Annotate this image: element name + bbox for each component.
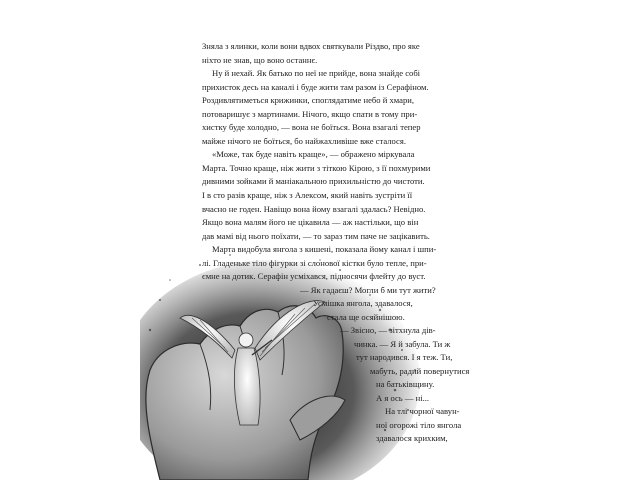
text-line: хистку буде холодно, — вона не боїться. Вона взагалі тепер: [202, 122, 421, 133]
text-line: І в сто разів краще, ніж з Алексом, який навіть зустріти її: [202, 190, 413, 201]
text-line: дивними зойками й маніакальною прихильністю до чистоти.: [202, 176, 425, 187]
text-line: вчасно не годен. Навіщо вона йому взагалі здалась? Невідно.: [202, 203, 426, 214]
text-line: лі. Гладеньке тіло фігурки зі слонової кістки було тепле, при-: [202, 257, 427, 268]
text-line: Марта. Точно краще, ніж жити з тіткою Кірою, з її похмурими: [202, 162, 431, 173]
angel-head: [239, 333, 253, 347]
text-line-right: ної огорожі тіло янгола: [376, 420, 462, 430]
text-line-right: мабуть, радий повернутися: [370, 366, 470, 376]
text-line-right: тут народився. І я теж. Ти,: [356, 352, 453, 362]
text-line-right: стала ще осяйнішою.: [327, 312, 405, 322]
angel-body: [234, 348, 260, 425]
text-line-right: На тлі чорної чавун-: [385, 406, 460, 416]
text-line: Ну й нехай. Як батько по неї не прийде, вона знайде собі: [212, 68, 421, 79]
text-line-right: — Звісно, — зітхнула дів-: [340, 325, 436, 335]
text-line: Роздивлятиметься крижинки, споглядатиме небо й хмари,: [202, 95, 415, 106]
text-line-right: чинка. — Я й забула. Ти ж: [354, 339, 451, 349]
text-line: потоваришує з мартинами. Нічого, якщо спати в тому при-: [202, 108, 418, 119]
text-line: прихисток десь на каналі і буде жити там разом із Серафіном.: [202, 81, 429, 92]
text-line: ніхто не знав, що воно останнє.: [202, 54, 318, 65]
text-line: Якщо вона малям його не цікавила — аж настільки, що він: [202, 217, 419, 228]
text-line-right: А я ось — ні...: [376, 393, 430, 403]
text-line: Марта видобула янгола з кишені, показала йому канал і шпи-: [212, 244, 437, 255]
text-line-right: на батьківщину.: [376, 379, 435, 389]
text-line-right: Усмішка янгола, здавалося,: [313, 298, 413, 308]
text-line: дав мамі від нього поїхати, — то зараз тим паче не зацікавить.: [202, 230, 430, 241]
main-text: [202, 40, 462, 297]
text-line-right: здавалося крихким,: [376, 433, 448, 443]
text-line: майже нічого не боїться, бо найжахливіше вже сталося.: [202, 135, 406, 146]
text-line: — Як гадаєш? Могли б ми тут жити?: [300, 284, 436, 295]
text-line: «Може, так буде навіть краще», — ображено міркувала: [212, 149, 415, 160]
text-line: Зняла з ялинки, коли вони вдвох святкували Різдво, про яке: [202, 41, 420, 51]
text-line: ємне на дотик. Серафін усміхався, підносячи флейту до вуст.: [202, 271, 426, 282]
